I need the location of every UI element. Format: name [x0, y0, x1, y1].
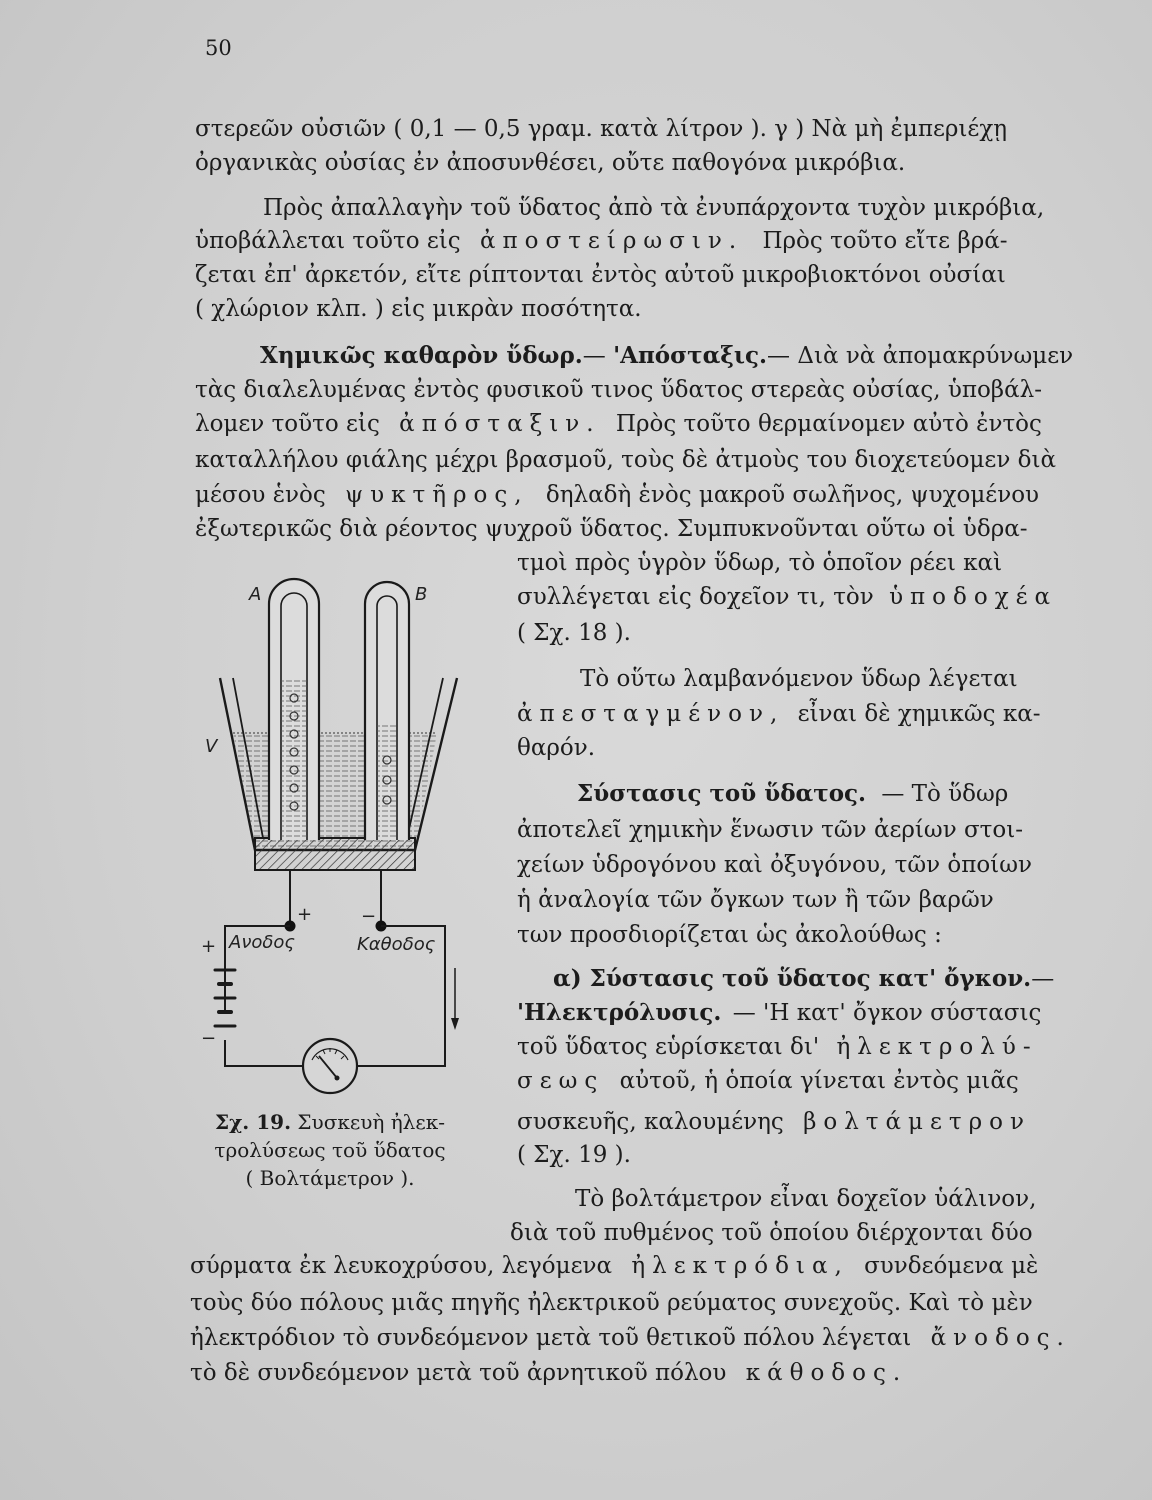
text-segment: συνδεόμενα μὲ — [864, 1253, 1039, 1279]
caption-line: τρολύσεως τοῦ ὕδατος — [214, 1138, 446, 1162]
voltameter-figure — [185, 570, 485, 1100]
label-minus: − — [361, 906, 377, 927]
section-heading: 'Ηλεκτρόλυσις. — [517, 999, 722, 1026]
text-segment: — Διὰ νὰ ἀπομακρύνωμεν — [767, 343, 1074, 369]
spaced-term: ἀποστείρωσιν. — [480, 228, 744, 254]
text-line: διὰ τοῦ πυθμένος τοῦ ὁποίου διέρχονται δύο — [510, 1220, 1033, 1246]
label-anode: Ανοδος — [229, 932, 295, 953]
text-line — [517, 1064, 1019, 1098]
text-line: τμοὶ πρὸς ὑγρὸν ὕδωρ, τὸ ὁποῖον ρέει καὶ — [517, 550, 1003, 576]
text-line — [517, 580, 1057, 614]
text-segment: αὐτοῦ, ἡ ὁποία γίνεται ἐντὸς μιᾶς — [619, 1068, 1019, 1094]
spaced-term: ἄνοδος. — [930, 1325, 1071, 1351]
text-line — [190, 1356, 907, 1390]
text-segment: τὸ δὲ συνδεόμενον μετὰ τοῦ ἀρνητικοῦ πόλου — [190, 1360, 727, 1386]
label-plus: + — [297, 904, 313, 925]
spaced-term: βολτάμετρον — [803, 1109, 1031, 1135]
caption-line — [195, 1108, 465, 1136]
label-battery-minus: − — [201, 1028, 217, 1049]
spaced-term: ἠλεκτρόδια, — [631, 1253, 849, 1279]
section-heading: α) Σύστασις τοῦ ὕδατος κατ' ὄγκον. — [553, 965, 1032, 992]
text-line — [190, 1321, 1071, 1355]
vessel-base — [255, 838, 415, 870]
text-line: τὰς διαλελυμένας ἐντὸς φυσικοῦ τινος ὕδατος στερεὰς οὐσίας, ὑποβάλ- — [195, 377, 1042, 403]
text-line: των προσδιορίζεται ὡς ἀκολούθως : — [517, 922, 942, 948]
label-a: A — [249, 584, 262, 605]
text-segment: συλλέγεται εἰς δοχεῖον τι, τὸν — [517, 584, 874, 610]
text-line — [517, 697, 1041, 731]
text-line: Τὸ οὕτω λαμβανόμενον ὕδωρ λέγεται — [580, 666, 1018, 692]
circuit-wire-bottom — [225, 1040, 305, 1066]
text-line: καταλλήλου φιάλης μέχρι βρασμοῦ, τοὺς δὲ ἀτμοὺς του διοχετεύομεν διὰ — [195, 447, 1057, 473]
text-line: χείων ὑδρογόνου καὶ ὀξυγόνου, τῶν ὁποίων — [517, 852, 1032, 878]
text-line — [577, 777, 1008, 811]
spaced-term: σεως — [517, 1068, 605, 1094]
section-heading: 'Απόσταξις. — [613, 342, 768, 369]
text-segment: Πρὸς τοῦτο εἴτε βρά- — [762, 228, 1008, 254]
spaced-term: ἠλεκτρολύ- — [836, 1034, 1038, 1060]
text-segment: — — [582, 343, 614, 369]
spaced-term: ὑποδοχέα — [889, 584, 1058, 610]
tube-b — [365, 582, 409, 840]
text-line: ὀργανικὰς οὐσίας ἐν ἀποσυνθέσει, οὔτε παθογόνα μικρόβια. — [195, 150, 906, 176]
text-line — [190, 1249, 1038, 1283]
text-segment: — 'Η κατ' ὄγκον σύστασις — [732, 1000, 1042, 1026]
text-segment: συσκευῆς, καλουμένης — [517, 1109, 784, 1135]
text-line: ἀποτελεῖ χημικὴν ἕνωσιν τῶν ἀερίων στοι- — [517, 817, 1024, 843]
current-arrow-icon — [451, 968, 459, 1030]
label-battery-plus: + — [201, 936, 217, 957]
text-segment: ἠλεκτρόδιον τὸ συνδεόμενον μετὰ τοῦ θετικοῦ πόλου λέγεται — [190, 1325, 912, 1351]
text-line — [195, 224, 1008, 258]
text-segment: — Τὸ ὕδωρ — [881, 781, 1009, 807]
text-segment: εἶναι δὲ χημικῶς κα- — [797, 701, 1041, 727]
text-line: ἐξωτερικῶς διὰ ρέοντος ψυχροῦ ὕδατος. Συμπυκνοῦνται οὕτω οἱ ὑδρα- — [195, 516, 1028, 542]
text-line — [260, 339, 1073, 373]
text-line: Τὸ βολτάμετρον εἶναι δοχεῖον ὑάλινον, — [575, 1186, 1037, 1212]
text-line: ( Σχ. 18 ). — [517, 620, 631, 646]
caption-text: Συσκευὴ ἠλεκ- — [297, 1110, 445, 1134]
spaced-term: ἀπεσταγμένον, — [517, 701, 785, 727]
text-segment: λομεν τοῦτο εἰς — [195, 411, 380, 437]
text-line: ἡ ἀναλογία τῶν ὄγκων των ἢ τῶν βαρῶν — [517, 887, 994, 913]
section-heading: Χημικῶς καθαρὸν ὕδωρ. — [260, 342, 583, 369]
page-number: 50 — [205, 36, 232, 60]
text-line: στερεῶν οὐσιῶν ( 0,1 — 0,5 γραμ. κατὰ λίτρον ). γ ) Νὰ μὴ ἐμπεριέχῃ — [195, 116, 1008, 142]
text-line: τοὺς δύο πόλους μιᾶς πηγῆς ἠλεκτρικοῦ ρεύματος συνεχοῦς. Καὶ τὸ μὲν — [190, 1290, 1033, 1316]
spaced-term: κάθοδος. — [745, 1360, 908, 1386]
label-cathode: Καθοδος — [357, 934, 436, 955]
tube-a — [269, 579, 319, 840]
text-segment: — — [1031, 966, 1055, 992]
text-line: Πρὸς ἀπαλλαγὴν τοῦ ὕδατος ἀπὸ τὰ ἐνυπάρχοντα τυχὸν μικρόβια, — [263, 195, 1045, 221]
text-line: ( Σχ. 19 ). — [517, 1142, 631, 1168]
text-segment: Πρὸς τοῦτο θερμαίνομεν αὐτὸ ἐντὸς — [615, 411, 1042, 437]
text-line — [517, 1030, 1038, 1064]
text-line: ζεται ἐπ' ἀρκετόν, εἴτε ρίπτονται ἐντὸς αὐτοῦ μικροβιοκτόνοι οὐσίαι — [195, 262, 1006, 288]
text-segment: σύρματα ἐκ λευκοχρύσου, λεγόμενα — [190, 1253, 613, 1279]
caption-line: ( Βολτάμετρον ). — [245, 1166, 415, 1190]
text-segment: μέσου ἑνὸς — [195, 482, 326, 508]
text-segment: τοῦ ὕδατος εὑρίσκεται δι' — [517, 1034, 820, 1060]
figure-caption — [195, 1108, 465, 1192]
spaced-term: ἀπόσταξιν. — [399, 411, 601, 437]
label-b: B — [415, 584, 428, 605]
spaced-term: ψυκτῆρος, — [345, 482, 529, 508]
text-line: θαρόν. — [517, 735, 596, 761]
text-segment: ὑποβάλλεται τοῦτο εἰς — [195, 228, 461, 254]
text-line — [517, 996, 1041, 1030]
text-line — [517, 1105, 1031, 1139]
galvanometer-icon — [303, 1039, 357, 1093]
text-line — [195, 478, 1039, 512]
voltameter-diagram — [185, 570, 485, 1100]
text-line — [195, 407, 1042, 441]
text-line — [553, 962, 1054, 996]
text-segment: δηλαδὴ ἑνὸς μακροῦ σωλῆνος, ψυχομένου — [545, 482, 1040, 508]
section-heading: Σύστασις τοῦ ὕδατος. — [577, 780, 867, 807]
caption-number: Σχ. 19. — [215, 1110, 292, 1134]
text-line: ( χλώριον κλπ. ) εἰς μικρὰν ποσότητα. — [195, 296, 642, 322]
label-v: V — [205, 736, 218, 757]
